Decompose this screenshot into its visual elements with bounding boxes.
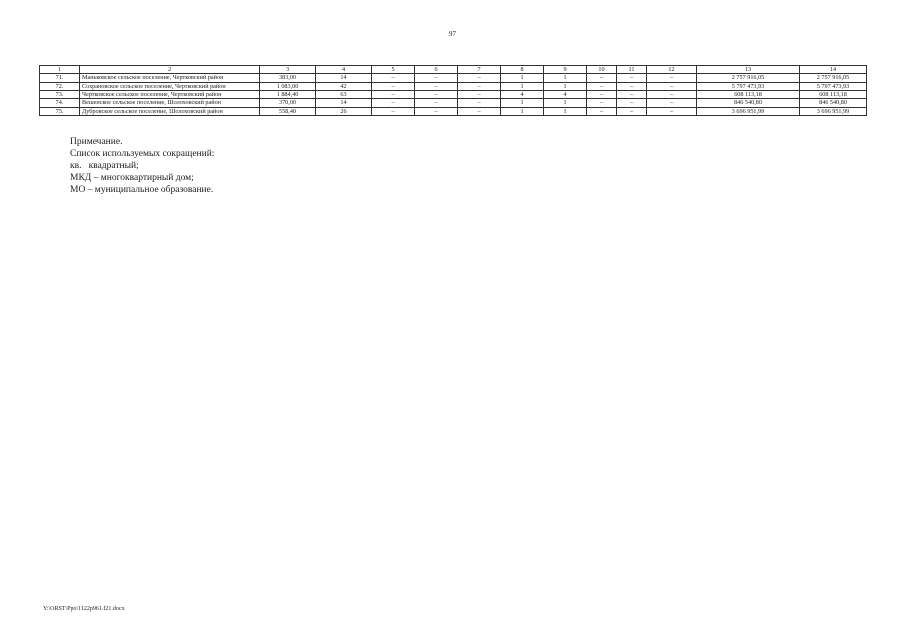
table-cell: 846 540,80 [697,99,800,107]
table-cell: 74. [40,99,80,107]
table-cell: – [647,90,697,98]
table-cell: 1 083,00 [260,82,316,90]
table-cell: 1 [501,99,544,107]
table-cell: – [372,99,415,107]
table-cell: 75. [40,107,80,115]
table-cell: 608 113,18 [800,90,867,98]
notes-subtitle: Список используемых сокращений: [70,149,215,159]
table-cell: – [415,107,458,115]
column-header: 1 [40,66,80,74]
table-cell: 5 797 473,93 [800,82,867,90]
table-cell: – [647,99,697,107]
column-header: 9 [544,66,587,74]
table-cell: – [617,99,647,107]
table-cell: 1 [544,99,587,107]
table-cell: 2 757 916,05 [800,74,867,82]
table-cell: – [617,107,647,115]
table-cell: – [617,90,647,98]
notes-block [70,136,214,196]
table-cell: 1 [544,74,587,82]
table-cell: – [372,107,415,115]
table-cell: 72. [40,82,80,90]
table-cell: – [458,99,501,107]
settlement-name-cell: Маньковское сельское поселение, Чертковский район [80,74,260,82]
table-cell: 14 [316,74,372,82]
table-cell: – [647,107,697,115]
table-cell: 558,40 [260,107,316,115]
table-cell: – [587,74,617,82]
table-cell: 26 [316,107,372,115]
column-header: 7 [458,66,501,74]
settlement-name-cell: Сохрановское сельское поселение, Чертковский район [80,82,260,90]
table-cell: 1 [501,107,544,115]
table-cell: – [647,74,697,82]
column-header: 11 [617,66,647,74]
table-cell: 3 696 951,99 [697,107,800,115]
table-row [40,99,867,107]
table-cell: – [587,90,617,98]
footer-file-path: Y:\ORST\Ppo\1122p961.f21.docx [43,606,125,612]
table-row [40,90,867,98]
column-header: 14 [800,66,867,74]
table-cell: 2 757 916,05 [697,74,800,82]
column-header: 10 [587,66,617,74]
table-cell: 1 884,40 [260,90,316,98]
table-cell: – [458,107,501,115]
column-header: 5 [372,66,415,74]
page-number: 97 [449,30,456,38]
table-cell: – [587,82,617,90]
table-header-row [40,66,867,74]
table-cell: – [617,74,647,82]
table-cell: – [458,74,501,82]
data-table [39,65,867,116]
table-cell: – [372,90,415,98]
table-cell: 3 696 951,99 [800,107,867,115]
table-cell: 63 [316,90,372,98]
table-cell: 608 113,18 [697,90,800,98]
notes-item: МКД – многоквартирный дом; [70,173,194,183]
table-cell: 846 540,80 [800,99,867,107]
table-cell: – [587,99,617,107]
table-cell: – [617,82,647,90]
table-cell: 370,00 [260,99,316,107]
table-cell: – [415,74,458,82]
column-header: 12 [647,66,697,74]
column-header: 4 [316,66,372,74]
table-cell: – [372,74,415,82]
table-cell: – [458,82,501,90]
table-cell: 1 [544,107,587,115]
table-cell: – [415,82,458,90]
table-cell: – [415,90,458,98]
column-header: 2 [80,66,260,74]
table-cell: 1 [501,74,544,82]
notes-item: МО – муниципальное образование. [70,185,214,195]
table-cell: – [415,99,458,107]
settlement-name-cell: Дубровское сельское поселение, Шолоховский район [80,107,260,115]
column-header: 13 [697,66,800,74]
table-row [40,74,867,82]
table-cell: 73. [40,90,80,98]
table-cell: 14 [316,99,372,107]
table-row [40,82,867,90]
notes-item: кв. квадратный; [70,161,139,171]
table-cell: 1 [544,82,587,90]
table-cell: 42 [316,82,372,90]
table-cell: 71. [40,74,80,82]
table-cell: 4 [544,90,587,98]
table-cell: 5 797 473,93 [697,82,800,90]
table-row [40,107,867,115]
settlement-name-cell: Чертковское сельское поселение, Чертковский район [80,90,260,98]
column-header: 3 [260,66,316,74]
column-header: 8 [501,66,544,74]
settlement-name-cell: Вешенское сельское поселение, Шолоховский район [80,99,260,107]
notes-title: Примечание. [70,137,123,147]
table-cell: 4 [501,90,544,98]
table-cell: – [458,90,501,98]
column-header: 6 [415,66,458,74]
table-cell: – [647,82,697,90]
table-cell: – [372,82,415,90]
table-cell: – [587,107,617,115]
table-cell: 383,00 [260,74,316,82]
table-cell: 1 [501,82,544,90]
